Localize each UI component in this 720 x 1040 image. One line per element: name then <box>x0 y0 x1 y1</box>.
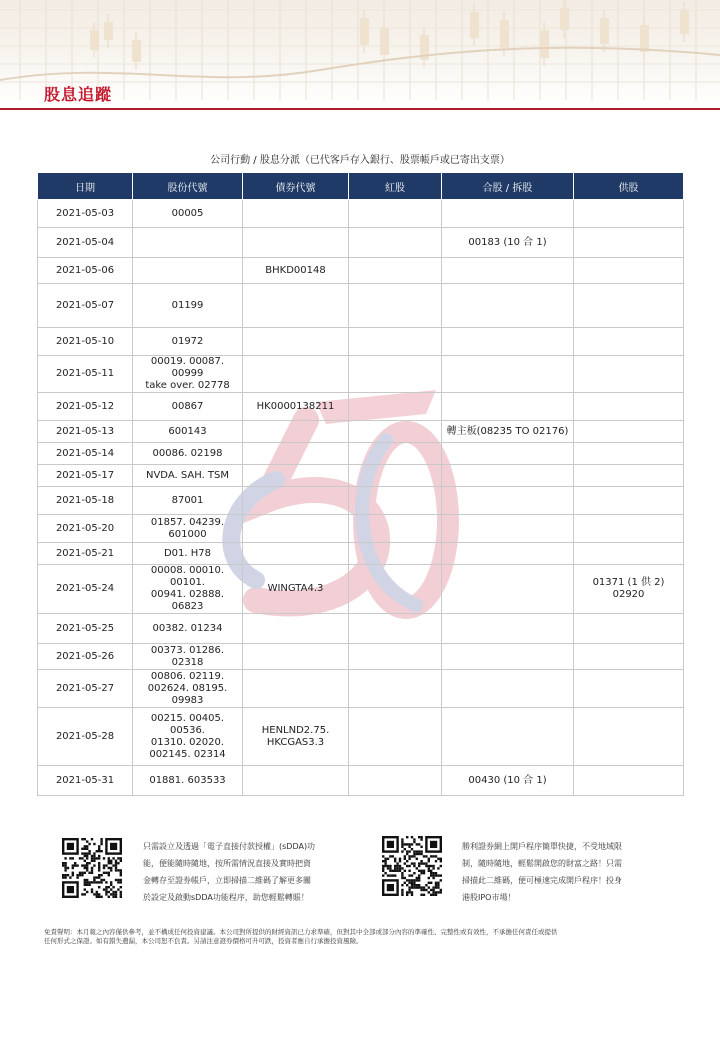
cell-date: 2021-05-07 <box>38 284 133 328</box>
column-header-rights-issue: 供股 <box>574 173 684 200</box>
cell-bonus-shares <box>349 200 442 228</box>
cell-stock-code: 00019. 00087. 00999 take over. 02778 <box>133 356 243 393</box>
cell-stock-code: 00215. 00405. 00536. 01310. 02020. 002145. 02314 <box>133 708 243 766</box>
cell-consolidation-split <box>442 258 574 284</box>
cell-stock-code: 00005 <box>133 200 243 228</box>
cell-rights-issue <box>574 284 684 328</box>
cell-consolidation-split <box>442 487 574 515</box>
cell-consolidation-split <box>442 200 574 228</box>
cell-bonus-shares <box>349 356 442 393</box>
cell-rights-issue <box>574 443 684 465</box>
column-header-bond-code: 債券代號 <box>243 173 349 200</box>
table-row <box>38 258 684 284</box>
cell-stock-code: 01857. 04239. 601000 <box>133 515 243 543</box>
cell-consolidation-split <box>442 284 574 328</box>
cell-bonus-shares <box>349 393 442 421</box>
cell-rights-issue <box>574 328 684 356</box>
cell-bond-code <box>243 284 349 328</box>
cell-bonus-shares <box>349 766 442 796</box>
cell-consolidation-split: 00183 (10 合 1) <box>442 228 574 258</box>
cell-date: 2021-05-13 <box>38 421 133 443</box>
header-divider <box>0 108 720 110</box>
cell-bond-code: WINGTA4.3 <box>243 565 349 614</box>
cell-bond-code <box>243 421 349 443</box>
table-row <box>38 708 684 766</box>
table-row <box>38 614 684 644</box>
cell-consolidation-split <box>442 614 574 644</box>
cell-bonus-shares <box>349 228 442 258</box>
cell-date: 2021-05-24 <box>38 565 133 614</box>
cell-stock-code: 600143 <box>133 421 243 443</box>
dividend-table <box>37 172 684 796</box>
cell-stock-code: 00373. 01286. 02318 <box>133 644 243 670</box>
sdda-promo-text <box>143 838 353 906</box>
cell-rights-issue <box>574 356 684 393</box>
cell-consolidation-split <box>442 356 574 393</box>
cell-rights-issue <box>574 708 684 766</box>
cell-consolidation-split <box>442 644 574 670</box>
table-row <box>38 670 684 708</box>
cell-stock-code: 00806. 02119. 002624. 08195. 09983 <box>133 670 243 708</box>
cell-rights-issue <box>574 614 684 644</box>
cell-bonus-shares <box>349 614 442 644</box>
cell-stock-code <box>133 258 243 284</box>
cell-rights-issue <box>574 200 684 228</box>
table-caption: 公司行動 / 股息分派（已代客戶存入銀行、股票帳戶或已寄出支票） <box>210 155 510 166</box>
cell-stock-code: 01881. 603533 <box>133 766 243 796</box>
cell-bonus-shares <box>349 465 442 487</box>
cell-bond-code: HK0000138211 <box>243 393 349 421</box>
cell-rights-issue <box>574 421 684 443</box>
cell-rights-issue <box>574 228 684 258</box>
cell-consolidation-split: 轉主板(08235 TO 02176) <box>442 421 574 443</box>
table-row <box>38 284 684 328</box>
disclaimer-line: 任何形式之保證。如有錯失遺漏，本公司恕不負責。另請注意證券價格可升可跌，投資者應自行承擔投資風險。 <box>44 937 363 945</box>
cell-date: 2021-05-20 <box>38 515 133 543</box>
table-row <box>38 356 684 393</box>
cell-bond-code <box>243 543 349 565</box>
cell-consolidation-split <box>442 515 574 543</box>
cell-date: 2021-05-12 <box>38 393 133 421</box>
cell-date: 2021-05-28 <box>38 708 133 766</box>
column-header-stock-code: 股份代號 <box>133 173 243 200</box>
table-row <box>38 228 684 258</box>
cell-date: 2021-05-11 <box>38 356 133 393</box>
cell-bonus-shares <box>349 515 442 543</box>
column-header-bonus-shares: 紅股 <box>349 173 442 200</box>
promo-line: 金轉存至證券帳戶，立即掃描二維碼了解更多關 <box>143 876 311 885</box>
cell-stock-code: 00008. 00010. 00101. 00941. 02888. 06823 <box>133 565 243 614</box>
cell-rights-issue: 01371 (1 供 2) 02920 <box>574 565 684 614</box>
cell-bond-code: BHKD00148 <box>243 258 349 284</box>
table-row <box>38 487 684 515</box>
cell-bonus-shares <box>349 543 442 565</box>
cell-stock-code: 01972 <box>133 328 243 356</box>
column-header-date: 日期 <box>38 173 133 200</box>
cell-rights-issue <box>574 258 684 284</box>
table-row <box>38 421 684 443</box>
cell-bonus-shares <box>349 421 442 443</box>
cell-rights-issue <box>574 487 684 515</box>
cell-stock-code: 87001 <box>133 487 243 515</box>
cell-stock-code: NVDA. SAH. TSM <box>133 465 243 487</box>
cell-consolidation-split <box>442 393 574 421</box>
cell-date: 2021-05-14 <box>38 443 133 465</box>
table-row <box>38 328 684 356</box>
qr-code-icon <box>382 836 442 896</box>
cell-date: 2021-05-06 <box>38 258 133 284</box>
cell-stock-code: 00382. 01234 <box>133 614 243 644</box>
cell-stock-code: 00867 <box>133 393 243 421</box>
table-row <box>38 565 684 614</box>
cell-date: 2021-05-27 <box>38 670 133 708</box>
cell-bond-code <box>243 670 349 708</box>
table-row <box>38 200 684 228</box>
table-row <box>38 465 684 487</box>
cell-rights-issue <box>574 766 684 796</box>
cell-bonus-shares <box>349 644 442 670</box>
cell-bond-code <box>243 200 349 228</box>
cell-bonus-shares <box>349 258 442 284</box>
promo-line: 制，隨時隨地，輕鬆開啟您的財富之路！只需 <box>462 859 622 868</box>
cell-bond-code <box>243 766 349 796</box>
page-title: 股息追蹤 <box>44 85 113 104</box>
cell-consolidation-split <box>442 328 574 356</box>
table-header-row <box>38 173 684 200</box>
qr-code-icon <box>62 838 122 898</box>
cell-bond-code <box>243 443 349 465</box>
cell-bonus-shares <box>349 708 442 766</box>
cell-bonus-shares <box>349 443 442 465</box>
table-body <box>38 200 684 796</box>
cell-rights-issue <box>574 644 684 670</box>
table-row <box>38 766 684 796</box>
cell-stock-code: 00086. 02198 <box>133 443 243 465</box>
cell-stock-code: D01. H78 <box>133 543 243 565</box>
column-header-consolidation-split: 合股 / 拆股 <box>442 173 574 200</box>
table-row <box>38 644 684 670</box>
cell-bonus-shares <box>349 670 442 708</box>
table-row <box>38 393 684 421</box>
cell-consolidation-split <box>442 670 574 708</box>
promo-line: 港股IPO市場！ <box>462 893 516 902</box>
cell-bond-code <box>243 228 349 258</box>
cell-consolidation-split <box>442 708 574 766</box>
cell-bonus-shares <box>349 487 442 515</box>
cell-date: 2021-05-25 <box>38 614 133 644</box>
cell-consolidation-split: 00430 (10 合 1) <box>442 766 574 796</box>
disclaimer-line: 免責聲明：本月報之內容僅供參考，並不構成任何投資建議。本公司對所提供的財經資訊已力求準確，但對其中全部或部分內容的準確性、完整性或有效性，不承擔任何責任或提供 <box>44 928 558 936</box>
cell-stock-code: 01199 <box>133 284 243 328</box>
cell-rights-issue <box>574 670 684 708</box>
cell-date: 2021-05-18 <box>38 487 133 515</box>
cell-bond-code <box>243 487 349 515</box>
table-row <box>38 543 684 565</box>
cell-rights-issue <box>574 393 684 421</box>
cell-rights-issue <box>574 543 684 565</box>
promo-line: 勝利證券網上開戶程序簡單快捷，不受地域限 <box>462 842 622 851</box>
cell-bond-code <box>243 465 349 487</box>
cell-bonus-shares <box>349 328 442 356</box>
cell-bonus-shares <box>349 284 442 328</box>
cell-date: 2021-05-31 <box>38 766 133 796</box>
cell-stock-code <box>133 228 243 258</box>
disclaimer <box>44 928 684 946</box>
cell-bond-code <box>243 644 349 670</box>
cell-consolidation-split <box>442 465 574 487</box>
cell-rights-issue <box>574 515 684 543</box>
cell-date: 2021-05-10 <box>38 328 133 356</box>
cell-consolidation-split <box>442 543 574 565</box>
cell-date: 2021-05-03 <box>38 200 133 228</box>
cell-bond-code <box>243 356 349 393</box>
cell-date: 2021-05-17 <box>38 465 133 487</box>
promo-line: 只需設立及透過「電子直接付款授權」(sDDA)功 <box>143 842 316 851</box>
table-row <box>38 515 684 543</box>
account-opening-promo-text <box>462 838 682 906</box>
cell-date: 2021-05-21 <box>38 543 133 565</box>
cell-bond-code: HENLND2.75. HKCGAS3.3 <box>243 708 349 766</box>
promo-line: 於設定及啟動sDDA功能程序，助您輕鬆轉賬！ <box>143 893 309 902</box>
cell-bonus-shares <box>349 565 442 614</box>
cell-consolidation-split <box>442 565 574 614</box>
cell-consolidation-split <box>442 443 574 465</box>
cell-date: 2021-05-04 <box>38 228 133 258</box>
cell-rights-issue <box>574 465 684 487</box>
cell-bond-code <box>243 328 349 356</box>
cell-bond-code <box>243 515 349 543</box>
cell-bond-code <box>243 614 349 644</box>
promo-line: 掃描此二維碼，便可極速完成開戶程序！投身 <box>462 876 622 885</box>
table-row <box>38 443 684 465</box>
promo-line: 能，便能隨時隨地，按所需情況直接及實時把資 <box>143 859 311 868</box>
cell-date: 2021-05-26 <box>38 644 133 670</box>
